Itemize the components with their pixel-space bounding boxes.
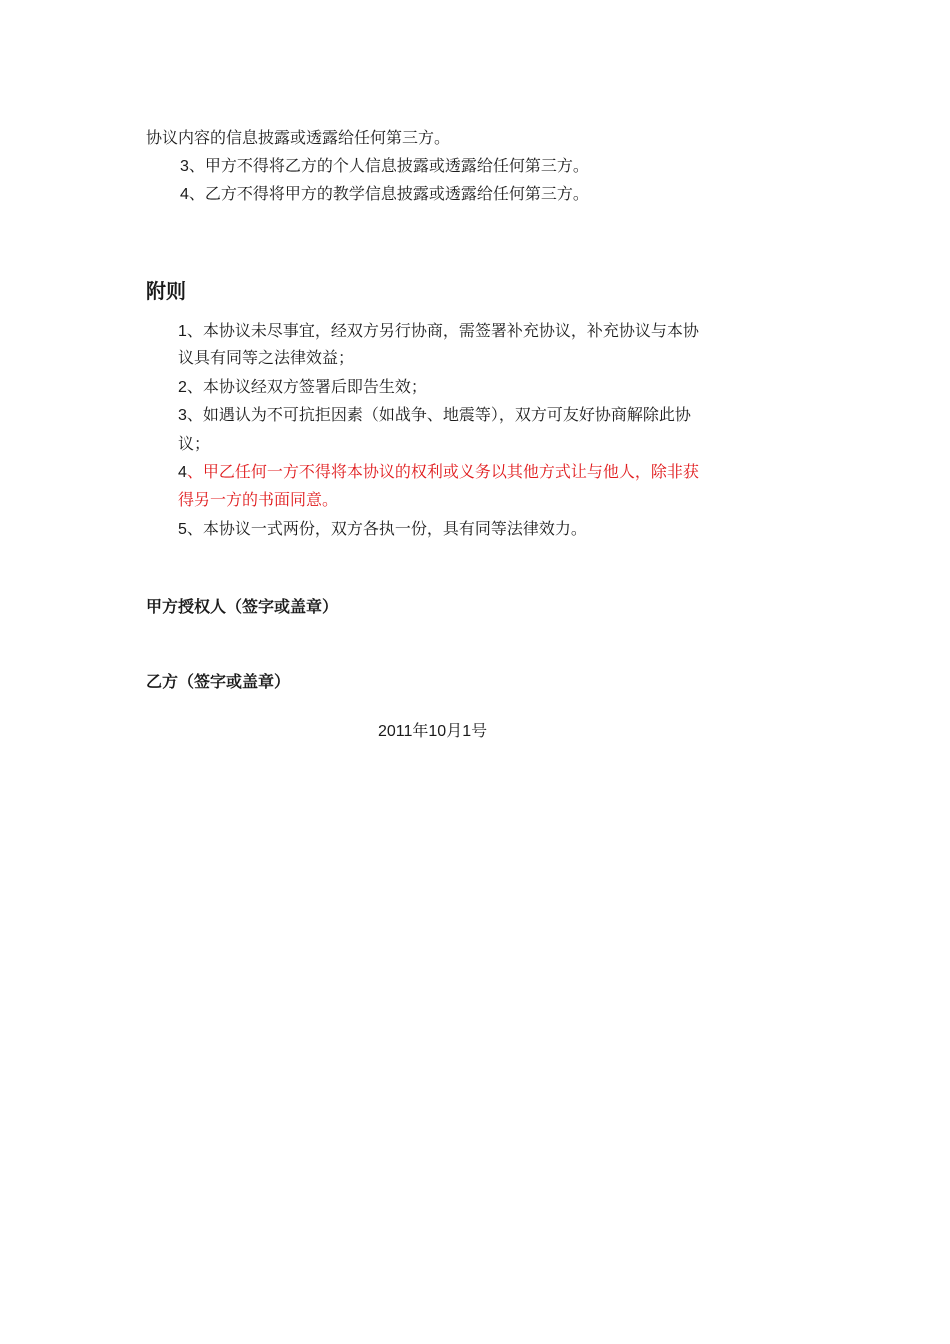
signing-date: 2011年10月1号	[378, 723, 488, 740]
appendix-item-1-line-1: 1、本协议未尽事宜，经双方另行协商，需签署补充协议，补充协议与本协	[178, 321, 699, 340]
party-a-signature-label: 甲方授权人（签字或盖章）	[146, 597, 339, 616]
appendix-item-4-line-2: 得另一方的书面同意。	[178, 490, 339, 509]
appendix-item-1-line-2: 议具有同等之法律效益；	[178, 348, 355, 367]
appendix-item-2: 2、本协议经双方签署后即告生效；	[178, 377, 427, 396]
confidentiality-item-4: 4、乙方不得将甲方的教学信息披露或透露给任何第三方。	[180, 184, 589, 203]
appendix-item-4-line-1: 4、甲乙任何一方不得将本协议的权利或义务以其他方式让与他人，除非获	[178, 462, 699, 481]
appendix-item-3-line-2: 议；	[178, 434, 211, 453]
appendix-item-3-line-1: 3、如遇认为不可抗拒因素（如战争、地震等），双方可友好协商解除此协	[178, 405, 691, 424]
confidentiality-continuation: 协议内容的信息披露或透露给任何第三方。	[146, 128, 451, 147]
appendix-item-5: 5、本协议一式两份，双方各执一份，具有同等法律效力。	[178, 519, 587, 538]
party-b-signature-label: 乙方（签字或盖章）	[146, 672, 291, 691]
confidentiality-item-3: 3、甲方不得将乙方的个人信息披露或透露给任何第三方。	[180, 156, 589, 175]
appendix-title: 附则	[146, 279, 186, 303]
